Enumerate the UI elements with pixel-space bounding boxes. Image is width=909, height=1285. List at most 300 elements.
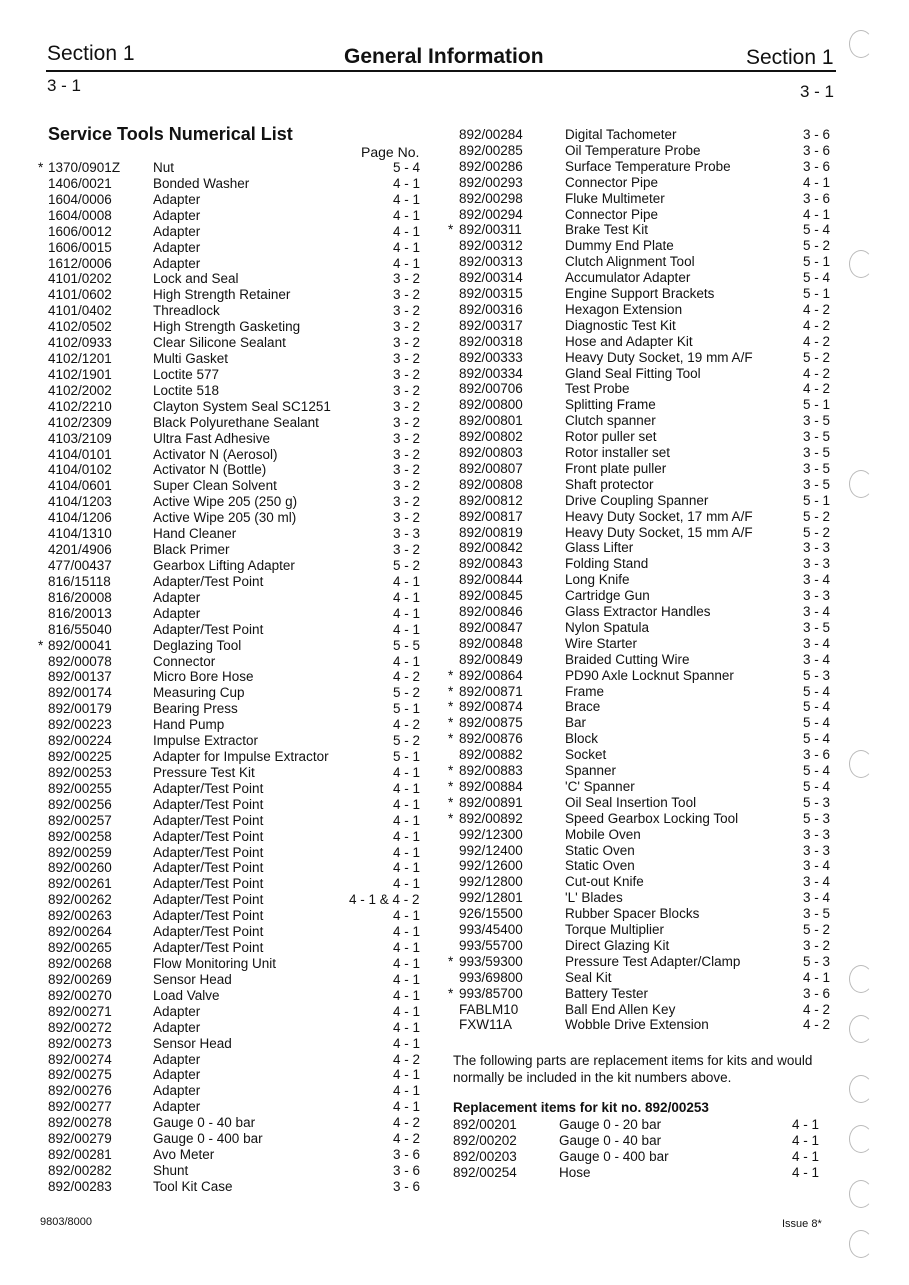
description: Engine Support Brackets xyxy=(565,286,715,301)
part-number: 892/00807 xyxy=(459,460,523,476)
part-number: 993/55700 xyxy=(459,937,523,953)
page-ref: 4 - 1 xyxy=(393,956,421,971)
description: Long Knife xyxy=(565,572,630,588)
description: Gauge 0 - 40 bar xyxy=(559,1132,662,1148)
part-number: 993/59300 xyxy=(459,953,523,969)
page-ref: 4 - 1 xyxy=(393,1083,421,1099)
part-number: 4104/0601 xyxy=(48,478,112,494)
description: Active Wipe 205 (250 g) xyxy=(153,494,298,510)
description: Adapter xyxy=(153,1003,201,1019)
part-number: 992/12300 xyxy=(459,826,523,842)
description: Drive Coupling Spanner xyxy=(565,492,709,508)
description: Mobile Oven xyxy=(565,826,641,842)
part-number: 892/00892 xyxy=(459,810,523,826)
page-ref: 4 - 1 & 4 - 2 xyxy=(349,892,420,908)
page-ref: 3 - 6 xyxy=(803,747,831,763)
page-ref: 5 - 4 xyxy=(803,715,831,731)
description: Adapter xyxy=(153,605,201,621)
description: Clutch spanner xyxy=(565,413,656,429)
description: Gearbox Lifting Adapter xyxy=(153,558,295,573)
part-number: 1612/0006 xyxy=(48,255,112,271)
description: Adapter xyxy=(153,207,201,223)
description: Bonded Washer xyxy=(153,175,250,191)
page-ref: 3 - 4 xyxy=(803,604,831,619)
page-ref: 4 - 2 xyxy=(803,333,831,349)
page-ref: 3 - 2 xyxy=(393,398,421,414)
description: Clayton System Seal SC1251 xyxy=(153,398,331,414)
part-number: 4101/0402 xyxy=(48,303,112,319)
description: Braided Cutting Wire xyxy=(565,651,690,667)
page-ref: 4 - 2 xyxy=(803,317,831,333)
page-ref: 4 - 1 xyxy=(393,175,421,191)
description: Brace xyxy=(565,699,601,715)
binder-hole xyxy=(849,250,873,278)
description: Adapter for Impulse Extractor xyxy=(153,749,329,765)
page-ref: 3 - 6 xyxy=(393,1178,421,1194)
page-ref: 3 - 6 xyxy=(393,1147,421,1163)
page-ref: 5 - 4 xyxy=(803,683,831,699)
description: Ball End Allen Key xyxy=(565,1001,676,1017)
page-ref: 5 - 2 xyxy=(803,238,831,254)
part-number: 892/00844 xyxy=(459,572,523,588)
binder-hole xyxy=(849,1230,873,1258)
description: Cartridge Gun xyxy=(565,588,650,604)
page-ref: 3 - 2 xyxy=(393,462,421,478)
description: Folding Stand xyxy=(565,556,649,572)
description: Gauge 0 - 400 bar xyxy=(153,1131,263,1147)
part-number: 892/00891 xyxy=(459,794,523,810)
description: Block xyxy=(565,731,599,747)
part-number: 892/00283 xyxy=(48,1178,112,1194)
part-number: 892/00334 xyxy=(459,365,523,381)
description: Adapter/Test Point xyxy=(153,908,264,924)
part-number: 892/00282 xyxy=(48,1162,112,1178)
page-ref: 4 - 2 xyxy=(393,717,421,733)
description: Brake Test Kit xyxy=(565,222,649,238)
part-number: 4103/2109 xyxy=(48,430,112,446)
asterisk-marker: * xyxy=(448,222,454,238)
binder-hole xyxy=(849,750,873,778)
part-number: 892/00875 xyxy=(459,715,523,731)
part-number: 892/00871 xyxy=(459,683,523,699)
part-number: 892/00864 xyxy=(459,667,523,683)
description: Cut-out Knife xyxy=(565,874,644,890)
part-number: 892/00298 xyxy=(459,190,523,206)
page-ref: 4 - 1 xyxy=(393,621,421,637)
page-title: General Information xyxy=(344,45,544,68)
page-ref: 5 - 4 xyxy=(803,222,831,238)
part-number: 892/00179 xyxy=(48,701,112,717)
part-number: 892/00847 xyxy=(459,619,523,635)
description: Static Oven xyxy=(565,858,635,874)
part-number: 892/00281 xyxy=(48,1147,112,1163)
page-no-heading: Page No. xyxy=(361,144,420,160)
part-number: 892/00269 xyxy=(48,971,112,987)
page-ref: 4 - 1 xyxy=(803,206,831,222)
list-title: Service Tools Numerical List xyxy=(48,124,293,144)
description: Heavy Duty Socket, 15 mm A/F xyxy=(565,524,753,540)
description: Nut xyxy=(153,160,175,175)
description: Flow Monitoring Unit xyxy=(153,956,277,971)
description: High Strength Gasketing xyxy=(153,319,301,335)
description: Wobble Drive Extension xyxy=(565,1017,709,1033)
description: Rotor installer set xyxy=(565,445,671,460)
page-ref: 5 - 3 xyxy=(803,794,831,810)
part-number: 892/00254 xyxy=(453,1164,517,1180)
doc-number: 9803/8000 xyxy=(40,1216,92,1228)
part-number: 892/00317 xyxy=(459,317,523,333)
part-number: 892/00268 xyxy=(48,956,112,971)
description: Ultra Fast Adhesive xyxy=(153,430,271,446)
description: Rotor puller set xyxy=(565,429,657,445)
page-ref: 3 - 3 xyxy=(803,588,831,604)
description: Shunt xyxy=(153,1162,189,1178)
part-number: 892/00078 xyxy=(48,653,112,669)
page-ref: 4 - 1 xyxy=(393,605,421,621)
description: Adapter/Test Point xyxy=(153,621,264,637)
description: Adapter xyxy=(153,1051,201,1067)
page-ref: 5 - 4 xyxy=(803,778,831,794)
part-number: 892/00846 xyxy=(459,604,523,619)
page-ref: 5 - 1 xyxy=(803,254,831,270)
description: Adapter/Test Point xyxy=(153,876,264,892)
part-number: 4101/0202 xyxy=(48,271,112,287)
description: Black Primer xyxy=(153,542,230,558)
part-number: 4102/0933 xyxy=(48,335,112,351)
page-ref: 4 - 1 xyxy=(792,1132,820,1148)
page-ref: 4 - 1 xyxy=(393,1099,421,1115)
issue-label: Issue 8* xyxy=(782,1218,822,1230)
part-number: 892/00253 xyxy=(48,764,112,780)
description: Sensor Head xyxy=(153,971,232,987)
description: Hexagon Extension xyxy=(565,301,683,317)
page-ref: 5 - 1 xyxy=(803,286,831,301)
page-ref: 3 - 6 xyxy=(803,190,831,206)
page-number-left: 3 - 1 xyxy=(47,76,82,95)
description: Loctite 518 xyxy=(153,382,220,398)
description: Active Wipe 205 (30 ml) xyxy=(153,510,297,526)
part-number: 816/20008 xyxy=(48,589,112,605)
description: Avo Meter xyxy=(153,1147,215,1163)
description: Activator N (Aerosol) xyxy=(153,446,278,462)
part-number: 892/00876 xyxy=(459,731,523,747)
description: Connector xyxy=(153,653,216,669)
part-number: 892/00285 xyxy=(459,142,523,158)
replacement-title: Replacement items for kit no. 892/00253 xyxy=(453,1100,709,1115)
page-ref: 3 - 6 xyxy=(393,1162,421,1178)
page-ref: 3 - 2 xyxy=(393,478,421,494)
part-number: 892/00316 xyxy=(459,301,523,317)
asterisk-marker: * xyxy=(448,699,454,715)
part-number: 892/00882 xyxy=(459,747,523,763)
description: Adapter/Test Point xyxy=(153,573,264,589)
binder-hole xyxy=(849,30,873,58)
description: Digital Tachometer xyxy=(565,127,677,142)
description: Bar xyxy=(565,715,587,731)
page-ref: 4 - 2 xyxy=(393,1115,421,1131)
part-number: 892/00264 xyxy=(48,924,112,940)
page-ref: 4 - 1 xyxy=(393,1003,421,1019)
description: Adapter/Test Point xyxy=(153,860,264,876)
description: Dummy End Plate xyxy=(565,238,674,254)
description: Direct Glazing Kit xyxy=(565,937,670,953)
description: Wire Starter xyxy=(565,635,638,651)
description: Hose and Adapter Kit xyxy=(565,333,693,349)
page-ref: 3 - 3 xyxy=(803,556,831,572)
part-number: 892/00802 xyxy=(459,429,523,445)
part-number: 892/00260 xyxy=(48,860,112,876)
description: Seal Kit xyxy=(565,969,612,985)
asterisk-marker: * xyxy=(448,778,454,794)
asterisk-marker: * xyxy=(448,794,454,810)
page-ref: 3 - 2 xyxy=(393,542,421,558)
page-ref: 4 - 1 xyxy=(393,1019,421,1035)
page-ref: 4 - 2 xyxy=(393,1051,421,1067)
description: Load Valve xyxy=(153,987,220,1003)
part-number: 892/00286 xyxy=(459,158,523,174)
part-number: 4102/1201 xyxy=(48,351,112,367)
description: Static Oven xyxy=(565,842,635,858)
page-ref: 3 - 5 xyxy=(803,476,831,492)
part-number: 992/12800 xyxy=(459,874,523,890)
page-ref: 3 - 2 xyxy=(393,303,421,319)
part-number: 892/00812 xyxy=(459,492,523,508)
page-ref: 3 - 2 xyxy=(393,351,421,367)
description: Micro Bore Hose xyxy=(153,669,254,685)
page-ref: 5 - 2 xyxy=(803,922,831,937)
description: Sensor Head xyxy=(153,1035,232,1051)
binder-hole xyxy=(849,1180,873,1208)
asterisk-marker: * xyxy=(448,683,454,699)
page-ref: 5 - 3 xyxy=(803,667,831,683)
page-ref: 3 - 2 xyxy=(393,430,421,446)
description: Adapter/Test Point xyxy=(153,892,264,908)
page-ref: 3 - 3 xyxy=(803,826,831,842)
description: Surface Temperature Probe xyxy=(565,158,731,174)
page-ref: 3 - 2 xyxy=(393,271,421,287)
page-ref: 5 - 2 xyxy=(393,685,421,701)
page-ref: 3 - 2 xyxy=(393,366,421,382)
description: Adapter/Test Point xyxy=(153,940,264,956)
part-number: 892/00311 xyxy=(459,222,522,238)
description: Fluke Multimeter xyxy=(565,190,665,206)
description: Clear Silicone Sealant xyxy=(153,335,286,351)
part-number: 892/00272 xyxy=(48,1019,112,1035)
asterisk-marker: * xyxy=(448,810,454,826)
description: Diagnostic Test Kit xyxy=(565,317,676,333)
page-ref: 4 - 2 xyxy=(803,1001,831,1017)
description: Pressure Test Adapter/Clamp xyxy=(565,953,741,969)
description: Nylon Spatula xyxy=(565,619,650,635)
part-number: 892/00174 xyxy=(48,685,112,701)
page-ref: 4 - 1 xyxy=(393,207,421,223)
page-ref: 3 - 2 xyxy=(393,319,421,335)
page-ref: 4 - 2 xyxy=(393,1131,421,1147)
description: Activator N (Bottle) xyxy=(153,462,267,478)
part-number: 892/00263 xyxy=(48,908,112,924)
page-ref: 5 - 1 xyxy=(393,749,421,765)
description: PD90 Axle Locknut Spanner xyxy=(565,667,734,683)
page-ref: 4 - 1 xyxy=(393,844,421,860)
part-number: 4104/1310 xyxy=(48,526,112,542)
page-ref: 4 - 1 xyxy=(393,239,421,255)
description: Shaft protector xyxy=(565,476,654,492)
note-line-2: normally be included in the kit numbers above. xyxy=(453,1070,732,1085)
page-ref: 4 - 1 xyxy=(393,223,421,239)
section-label-left: Section 1 xyxy=(47,42,135,65)
page-ref: 4 - 1 xyxy=(393,940,421,956)
binder-holes xyxy=(849,0,889,1285)
page-ref: 5 - 4 xyxy=(803,763,831,778)
part-number: 1370/0901Z xyxy=(48,160,121,175)
description: Heavy Duty Socket, 17 mm A/F xyxy=(565,508,753,524)
part-number: 816/15118 xyxy=(48,573,111,589)
description: Adapter/Test Point xyxy=(153,812,264,828)
page-ref: 3 - 5 xyxy=(803,429,831,445)
page-ref: 3 - 3 xyxy=(393,526,421,542)
part-number: 4102/1901 xyxy=(48,366,112,382)
part-number: 892/00256 xyxy=(48,796,112,812)
page-ref: 4 - 1 xyxy=(393,971,421,987)
page-ref: 3 - 4 xyxy=(803,651,831,667)
page-ref: 3 - 5 xyxy=(803,906,831,922)
page-ref: 3 - 4 xyxy=(803,635,831,651)
page-ref: 3 - 5 xyxy=(803,413,831,429)
part-number: 1606/0015 xyxy=(48,239,112,255)
page-ref: 4 - 1 xyxy=(393,908,421,924)
part-number: 4104/1203 xyxy=(48,494,112,510)
page-ref: 5 - 3 xyxy=(803,953,831,969)
part-number: 892/00874 xyxy=(459,699,523,715)
description: Deglazing Tool xyxy=(153,637,242,653)
section-label-right: Section 1 xyxy=(746,46,834,69)
part-number: 892/00277 xyxy=(48,1099,112,1115)
page-ref: 5 - 4 xyxy=(803,270,831,286)
part-number: 892/00270 xyxy=(48,987,112,1003)
page-ref: 5 - 2 xyxy=(803,524,831,540)
page-ref: 3 - 6 xyxy=(803,127,831,142)
part-number: 892/00884 xyxy=(459,778,523,794)
description: Socket xyxy=(565,747,607,763)
description: Oil Temperature Probe xyxy=(565,142,701,158)
description: Pressure Test Kit xyxy=(153,764,255,780)
description: Hand Cleaner xyxy=(153,526,237,542)
description: Adapter xyxy=(153,589,201,605)
description: Speed Gearbox Locking Tool xyxy=(565,810,739,826)
page-ref: 4 - 1 xyxy=(393,796,421,812)
part-number: FXW11A xyxy=(459,1017,513,1033)
part-number: 892/00258 xyxy=(48,828,112,844)
description: Adapter/Test Point xyxy=(153,780,264,796)
description: Adapter/Test Point xyxy=(153,844,264,860)
page-ref: 3 - 6 xyxy=(803,158,831,174)
description: Glass Lifter xyxy=(565,540,634,556)
part-number: 892/00265 xyxy=(48,940,112,956)
description: Accumulator Adapter xyxy=(565,270,691,286)
description: Front plate puller xyxy=(565,460,667,476)
page-ref: 3 - 2 xyxy=(393,446,421,462)
part-number: 892/00271 xyxy=(48,1003,112,1019)
page-ref: 3 - 2 xyxy=(393,510,421,526)
page-ref: 3 - 3 xyxy=(803,540,831,556)
part-number: 892/00803 xyxy=(459,445,523,460)
page-ref: 3 - 5 xyxy=(803,460,831,476)
part-number: 892/00819 xyxy=(459,524,523,540)
part-number: 993/85700 xyxy=(459,985,523,1001)
asterisk-marker: * xyxy=(38,160,44,175)
page-ref: 5 - 2 xyxy=(803,508,831,524)
description: High Strength Retainer xyxy=(153,287,291,303)
description: 'L' Blades xyxy=(565,890,623,906)
binder-hole xyxy=(849,470,873,498)
part-number: 892/00273 xyxy=(48,1035,112,1051)
description: Hose xyxy=(559,1164,591,1180)
description: Torque Multiplier xyxy=(565,922,665,937)
description: Adapter xyxy=(153,1019,201,1035)
description: Clutch Alignment Tool xyxy=(565,254,695,270)
description: Lock and Seal xyxy=(153,271,239,287)
part-number: 892/00333 xyxy=(459,349,523,365)
part-number: 892/00041 xyxy=(48,637,112,653)
asterisk-marker: * xyxy=(38,637,44,653)
page-ref: 4 - 1 xyxy=(393,828,421,844)
page-ref: 5 - 3 xyxy=(803,810,831,826)
description: Gauge 0 - 40 bar xyxy=(153,1115,256,1131)
part-number: 892/00808 xyxy=(459,476,523,492)
page-ref: 4 - 1 xyxy=(393,876,421,892)
description: Oil Seal Insertion Tool xyxy=(565,794,697,810)
part-number: 892/00849 xyxy=(459,651,523,667)
part-number: 816/55040 xyxy=(48,621,112,637)
page-ref: 3 - 2 xyxy=(393,414,421,430)
description: Connector Pipe xyxy=(565,206,659,222)
page-ref: 4 - 1 xyxy=(393,589,421,605)
page-ref: 4 - 2 xyxy=(803,381,831,397)
description: 'C' Spanner xyxy=(565,778,635,794)
part-number: 993/45400 xyxy=(459,922,523,937)
page-ref: 3 - 2 xyxy=(393,494,421,510)
part-number: 892/00259 xyxy=(48,844,112,860)
page-ref: 3 - 4 xyxy=(803,858,831,874)
part-number: 4201/4906 xyxy=(48,542,112,558)
part-number: 892/00261 xyxy=(48,876,112,892)
page-ref: 3 - 6 xyxy=(803,985,831,1001)
description: Super Clean Solvent xyxy=(153,478,277,494)
part-number: 892/00313 xyxy=(459,254,523,270)
part-number: 892/00883 xyxy=(459,763,523,778)
part-number: 892/00225 xyxy=(48,749,112,765)
part-number: 892/00201 xyxy=(453,1117,517,1132)
page-ref: 4 - 2 xyxy=(803,301,831,317)
description: Loctite 577 xyxy=(153,366,220,382)
asterisk-marker: * xyxy=(448,731,454,747)
part-number: 4102/2210 xyxy=(48,398,112,414)
page-ref: 3 - 4 xyxy=(803,890,831,906)
description: Adapter xyxy=(153,191,201,207)
description: Connector Pipe xyxy=(565,174,659,190)
part-number: 892/00255 xyxy=(48,780,112,796)
page-ref: 4 - 1 xyxy=(393,924,421,940)
asterisk-marker: * xyxy=(448,667,454,683)
page-ref: 3 - 2 xyxy=(803,937,831,953)
part-number: 892/00800 xyxy=(459,397,523,413)
page-ref: 3 - 5 xyxy=(803,445,831,460)
page-ref: 5 - 1 xyxy=(393,701,421,717)
page-ref: 5 - 2 xyxy=(393,733,421,749)
page-ref: 5 - 1 xyxy=(803,492,831,508)
page-ref: 4 - 1 xyxy=(393,255,421,271)
part-number: 992/12801 xyxy=(459,890,523,906)
